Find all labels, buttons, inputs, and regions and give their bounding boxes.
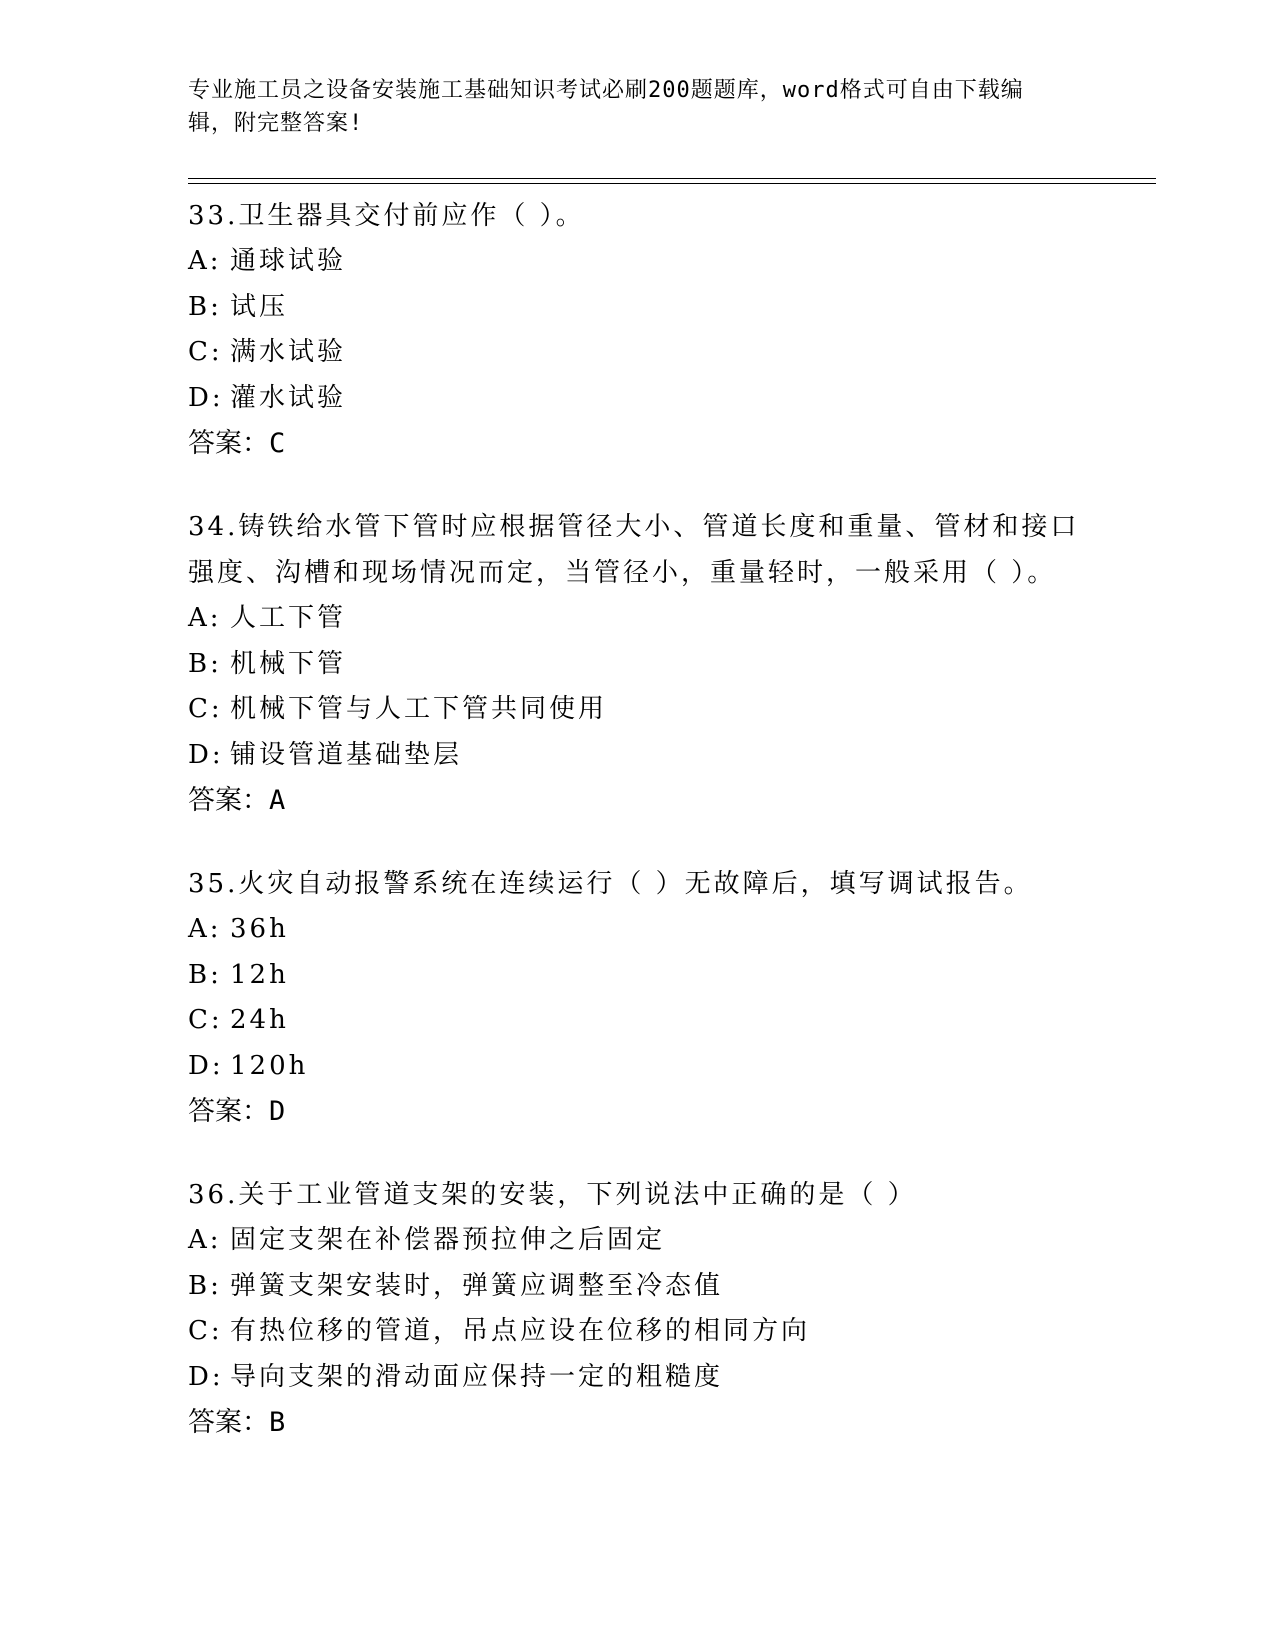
option-a (188, 907, 1088, 953)
option-letter: C: (188, 694, 223, 724)
option-a (188, 1218, 1088, 1264)
option-d (188, 733, 1088, 779)
question-33 (188, 193, 1088, 467)
option-c (188, 998, 1088, 1044)
option-text: 固定支架在补偿器预拉伸之后固定 (230, 1225, 666, 1255)
question-stem: 35.火灾自动报警系统在连续运行（ ）无故障后，填写调试报告。 (188, 869, 1033, 899)
question-stem: 34.铸铁给水管下管时应根据管径大小、管道长度和重量、管材和接口强度、沟槽和现场情况而定，当管径小，重量轻时，一般采用（ ）。 (188, 512, 1080, 588)
option-text: 通球试验 (230, 246, 347, 276)
question-list (188, 193, 1088, 1483)
option-letter: A: (188, 603, 222, 633)
option-b (188, 1264, 1088, 1310)
question-stem: 36.关于工业管道支架的安装，下列说法中正确的是（ ） (188, 1180, 917, 1210)
option-text: 36h (230, 914, 289, 944)
option-d (188, 1355, 1088, 1401)
option-text: 弹簧支架安装时，弹簧应调整至冷态值 (230, 1270, 724, 1301)
option-c (188, 330, 1088, 376)
option-c (188, 687, 1088, 733)
option-text: 机械下管 (230, 648, 347, 679)
option-letter: A: (188, 914, 222, 944)
option-a (188, 239, 1088, 285)
question-stem: 33.卫生器具交付前应作（ ）。 (188, 201, 585, 231)
answer-line: 答案：A (188, 785, 286, 816)
option-b (188, 953, 1088, 999)
question-35 (188, 861, 1088, 1135)
option-a (188, 596, 1088, 642)
option-letter: B: (188, 648, 222, 679)
option-text: 试压 (230, 291, 289, 322)
document-header (188, 74, 1068, 140)
answer-line: 答案：C (188, 428, 286, 459)
option-letter: B: (188, 291, 222, 322)
option-text: 120h (230, 1050, 309, 1081)
option-text: 灌水试验 (230, 382, 347, 413)
option-letter: D: (188, 382, 224, 413)
option-text: 机械下管与人工下管共同使用 (230, 694, 608, 724)
option-b (188, 285, 1088, 331)
option-text: 铺设管道基础垫层 (230, 739, 463, 770)
option-c (188, 1309, 1088, 1355)
option-letter: C: (188, 1316, 223, 1346)
header-rule-bottom (188, 183, 1156, 184)
option-letter: D: (188, 1050, 224, 1081)
option-letter: C: (188, 337, 223, 367)
answer-line: 答案：D (188, 1096, 286, 1127)
option-d (188, 376, 1088, 422)
document-title: 专业施工员之设备安装施工基础知识考试必刷200题题库，word格式可自由下载编辑，附完整答案! (188, 78, 1024, 136)
question-36 (188, 1172, 1088, 1446)
option-d (188, 1044, 1088, 1090)
option-letter: B: (188, 959, 222, 990)
option-text: 有热位移的管道，吊点应设在位移的相同方向 (230, 1316, 811, 1346)
option-text: 导向支架的滑动面应保持一定的粗糙度 (230, 1361, 724, 1392)
option-letter: A: (188, 246, 222, 276)
option-letter: C: (188, 1005, 223, 1035)
option-text: 24h (230, 1005, 289, 1035)
answer-line: 答案：B (188, 1407, 286, 1438)
option-letter: A: (188, 1225, 222, 1255)
option-text: 12h (230, 959, 289, 990)
option-letter: D: (188, 1361, 224, 1392)
header-rule-top (188, 178, 1156, 179)
option-text: 人工下管 (230, 603, 347, 633)
option-text: 满水试验 (230, 337, 347, 367)
option-b (188, 642, 1088, 688)
option-letter: B: (188, 1270, 222, 1301)
option-letter: D: (188, 739, 224, 770)
question-34 (188, 504, 1088, 824)
